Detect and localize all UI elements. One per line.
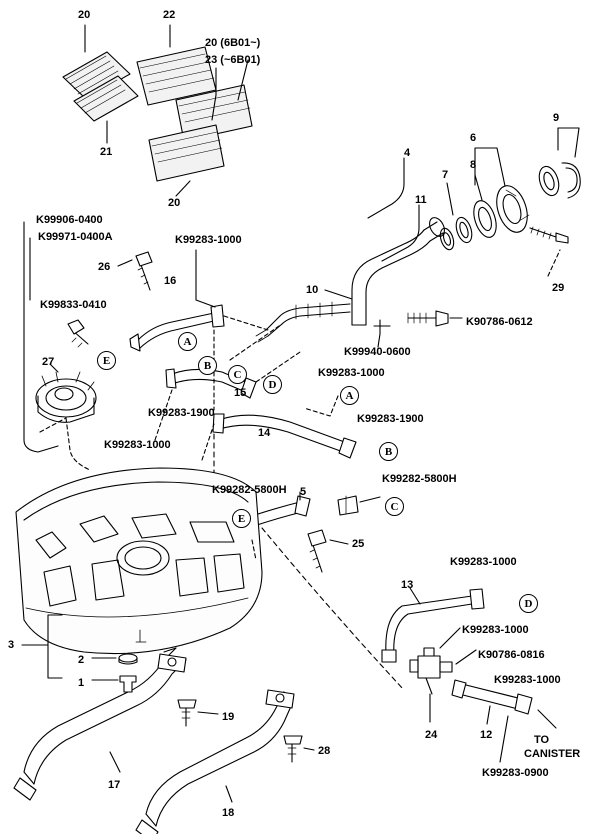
item-number-label: 16 [164,275,177,287]
leader-8 [475,175,482,200]
bolt-28 [284,736,302,762]
hose-5 [244,496,358,530]
part-number-label: K99283-1000 [175,234,242,246]
hose-16-upper [130,305,224,351]
item-number-label: 4 [404,147,411,159]
part-number-label: K99940-0600 [344,346,411,358]
callout-circle-a: A [340,386,359,405]
item-number-label: 28 [318,745,331,757]
item-number-label: 21 [100,146,113,158]
part-number-label: K99283-1900 [357,413,424,425]
callout-circle-b: B [379,442,398,461]
item-number-label: 23 (~6B01) [205,54,261,66]
annotation-line-1: TO [534,734,550,746]
callout-circle-d: D [519,594,538,613]
clip-k99940 [374,320,390,334]
tank-strap-18 [136,690,294,834]
item-number-label: 22 [163,9,176,21]
callout-circle-d: D [263,375,282,394]
part-number-label: K99283-1000 [450,556,517,568]
item-number-label: 2 [78,654,85,666]
leader-26 [118,260,132,266]
item-number-label: 12 [480,729,493,741]
item-number-label: 1 [78,677,85,689]
part-number-label: K99833-0410 [40,299,107,311]
insulator-pad-20b [149,125,224,181]
leader-12 [487,706,490,724]
item-number-label: 8 [470,159,477,171]
part-number-label: K99283-1000 [104,439,171,451]
bolt-19 [178,700,196,726]
filler-neck-pipe [352,215,447,325]
callout-circle-a: A [178,332,197,351]
part-number-label: K99283-1000 [462,624,529,636]
part-number-label: K99283-0900 [482,767,549,779]
item-number-label: 25 [352,538,365,550]
item-number-label: 26 [98,261,111,273]
callout-circle-e: E [97,351,116,370]
item-number-label: 3 [8,639,15,651]
bolt-k90786-0612 [408,311,448,326]
callout-circle-e: E [232,509,251,528]
leader-9 [558,128,579,157]
annotation-line-2: CANISTER [524,748,581,760]
item-number-label: 6 [470,132,477,144]
tank-strap-17 [14,648,186,800]
item-number-label: 9 [553,112,560,124]
drain-plug-2 [119,654,137,664]
item-number-label: 7 [442,169,449,181]
item-number-label: 18 [222,807,235,819]
callout-circle-c: C [385,497,404,516]
callout-circle-b: B [198,356,217,375]
item-number-label: 19 [222,711,235,723]
part-number-label: K99282-5800H [212,484,287,496]
item-number-label: 24 [425,729,438,741]
part-number-label: K90786-0816 [478,649,545,661]
leader-k90786-0816 [456,650,476,664]
callout-circle-c: C [228,365,247,384]
screw-26 [136,252,152,290]
leader-18 [226,786,232,802]
leader-6 [475,148,505,186]
item-number-label: 11 [415,194,427,206]
leader-28 [304,748,314,750]
screw-25 [308,530,326,572]
item-number-label: 27 [42,356,55,368]
leader-19 [198,712,218,714]
leader-25 [330,540,348,544]
leader-k99283-1000-a [196,250,215,307]
two-way-valve-24 [410,648,452,694]
leader-11 [382,205,419,261]
part-number-label: K99283-1900 [148,407,215,419]
leader-k99283-0900 [500,716,508,762]
item-number-label: 10 [306,284,319,296]
item-number-label: 14 [258,427,271,439]
part-number-label: K90786-0612 [466,316,533,328]
leader-4 [368,158,404,218]
item-number-label: 20 [78,9,91,21]
breather-tube [256,302,350,342]
part-number-label: K99971-0400A [38,231,113,243]
item-number-label: 17 [108,779,121,791]
part-number-label: K99282-5800H [382,473,457,485]
part-number-label: K99906-0400 [36,214,103,226]
item-number-label: 5 [300,486,307,498]
item-number-label: 15 [234,387,247,399]
fuel-sender-27 [36,372,96,422]
part-number-label: K99283-1000 [318,367,385,379]
hose-14 [213,414,356,458]
leader-10 [325,290,352,299]
leader-to-canister [538,710,556,728]
item-number-label: 29 [552,282,565,294]
screw-k99833 [68,320,88,347]
screw-29 [530,227,568,243]
leader-7 [447,183,453,215]
item-number-label: 13 [401,579,414,591]
item-number-label: 20 [168,197,181,209]
part-number-label: K99283-1000 [494,674,561,686]
leader-17 [110,752,120,772]
item-number-label: 20 (6B01~) [205,37,261,49]
